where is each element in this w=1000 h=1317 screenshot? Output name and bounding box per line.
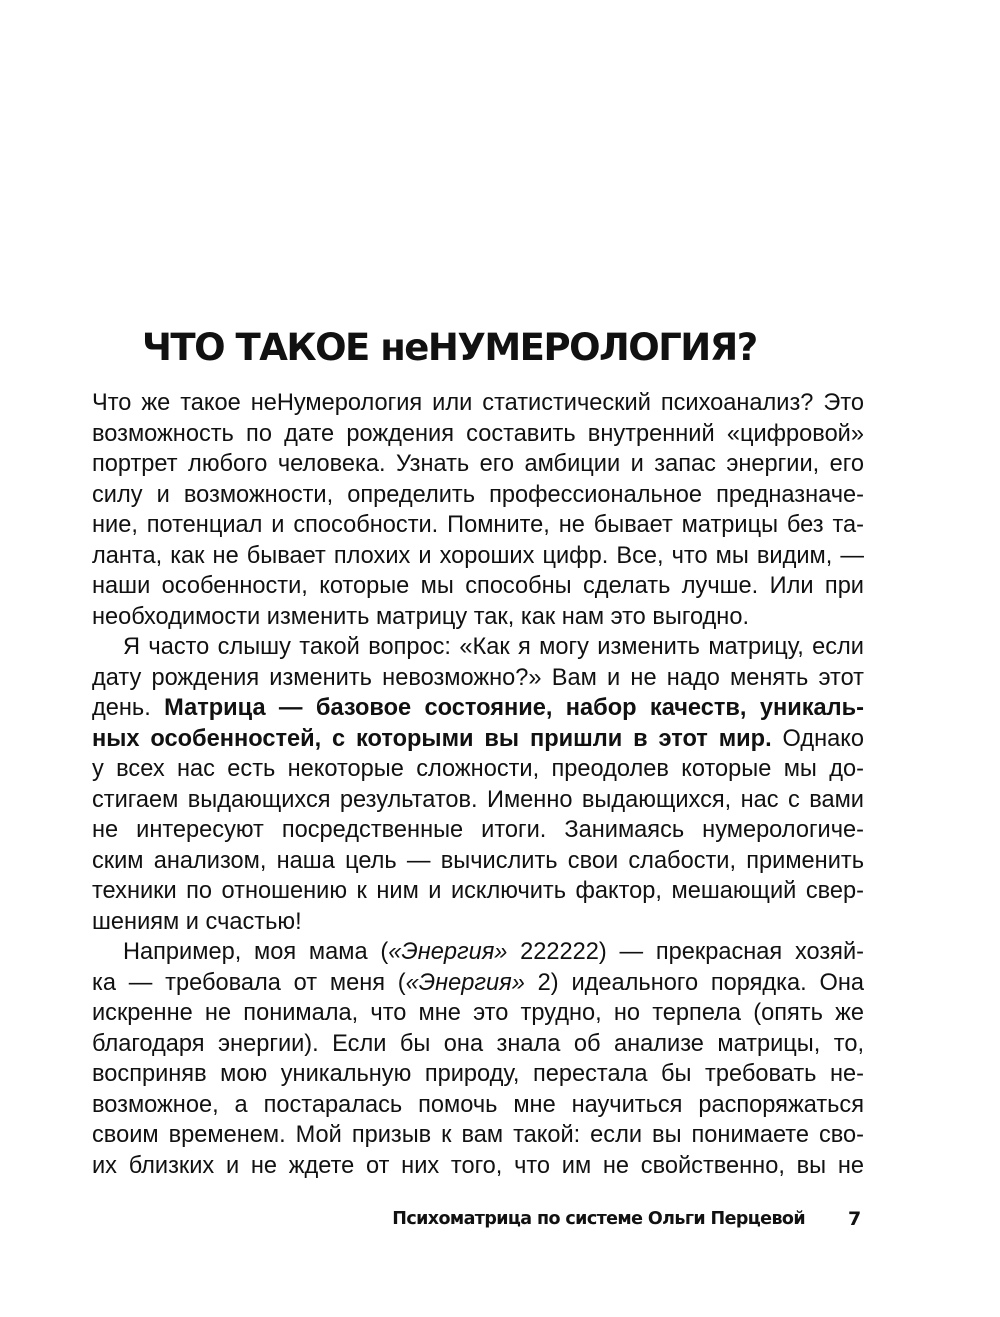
text-line (92, 968, 864, 999)
text-fragment: день. (92, 695, 165, 721)
text-line: ланта, как не бывает плохих и хороших цифр. Все, что мы видим, — (92, 542, 864, 569)
text-fragment: ка — требовала от меня ( (92, 969, 406, 996)
text-line: Я часто слышу такой вопрос: «Как я могу изменить матрицу, если (123, 634, 864, 660)
text-line: возможное, а постаралась помочь мне научиться распоряжаться (92, 1091, 864, 1118)
text-line: техники по отношению к ним и исключить фактор, мешающий свер- (92, 878, 864, 904)
paragraph-3 (92, 937, 864, 1181)
page-footer (0, 1206, 1000, 1236)
text-line: дату рождения изменить невозможно?» Вам и не надо менять этот (92, 664, 864, 691)
text-line: восприняв мою уникальную природу, перестала бы требовать не- (92, 1061, 864, 1087)
text-line: Что же такое неНумерология или статистический психоанализ? Это (92, 390, 864, 416)
text-line: возможность по дате рождения составить внутренний «цифровой» (92, 420, 864, 447)
text-line: у всех нас есть некоторые сложности, преодолев которые мы до- (92, 756, 864, 782)
text-line: стигаем выдающихся результатов. Именно выдающихся, нас с вами (92, 786, 864, 813)
text-line: своим временем. Мой призыв к вам такой: если вы понимаете сво- (92, 1122, 864, 1148)
text-line: искренне не понимала, что мне это трудно, но терпела (опять же (92, 1000, 864, 1026)
text-fragment: 2) идеального порядка. Она (524, 969, 864, 996)
text-line: шениям и счастью! (92, 908, 302, 935)
text-line (92, 724, 864, 755)
text-line: благодаря энергии). Если бы она знала об анализе матрицы, то, (92, 1030, 864, 1057)
text-line (92, 937, 864, 968)
text-line: силу и возможности, определить профессиональное предназначе- (92, 481, 864, 508)
paragraph-2 (92, 632, 864, 937)
text-line: необходимости изменить матрицу так, как нам это выгодно. (92, 603, 750, 630)
running-title: Психоматрица по системе Ольги Перцевой (392, 1209, 805, 1229)
text-line: не интересуют посредственные итоги. Занимаясь нумерологиче- (92, 817, 864, 843)
text-line: их близких и не ждете от них того, что им не свойственно, вы не (92, 1152, 864, 1179)
page-title: ЧТО ТАКОЕ неНУМЕРОЛОГИЯ? (142, 326, 757, 369)
emphasis-bold: Матрица — базовое состояние, набор качеств, уникаль- (164, 695, 864, 721)
emphasis-italic: «Энергия» (388, 939, 508, 965)
body-text (92, 388, 864, 1181)
text-fragment: Например, моя мама ( (123, 939, 389, 965)
text-line (92, 693, 864, 724)
text-line: портрет любого человека. Узнать его амбиции и запас энергии, его (92, 451, 864, 477)
text-line: ние, потенциал и способности. Помните, не бывает матрицы без та- (92, 512, 864, 538)
emphasis-bold: ных особенностей, с которыми вы пришли в этот мир. (92, 725, 772, 752)
text-fragment: Однако (771, 725, 864, 752)
text-fragment: 222222) — прекрасная хозяй- (507, 939, 864, 965)
text-line: ским анализом, наша цель — вычислить свои слабости, применить (92, 847, 864, 874)
text-line: наши особенности, которые мы способны сделать лучше. Или при (92, 573, 864, 599)
emphasis-italic: «Энергия» (405, 969, 525, 996)
paragraph-1 (92, 388, 864, 632)
page-number: 7 (848, 1208, 862, 1230)
